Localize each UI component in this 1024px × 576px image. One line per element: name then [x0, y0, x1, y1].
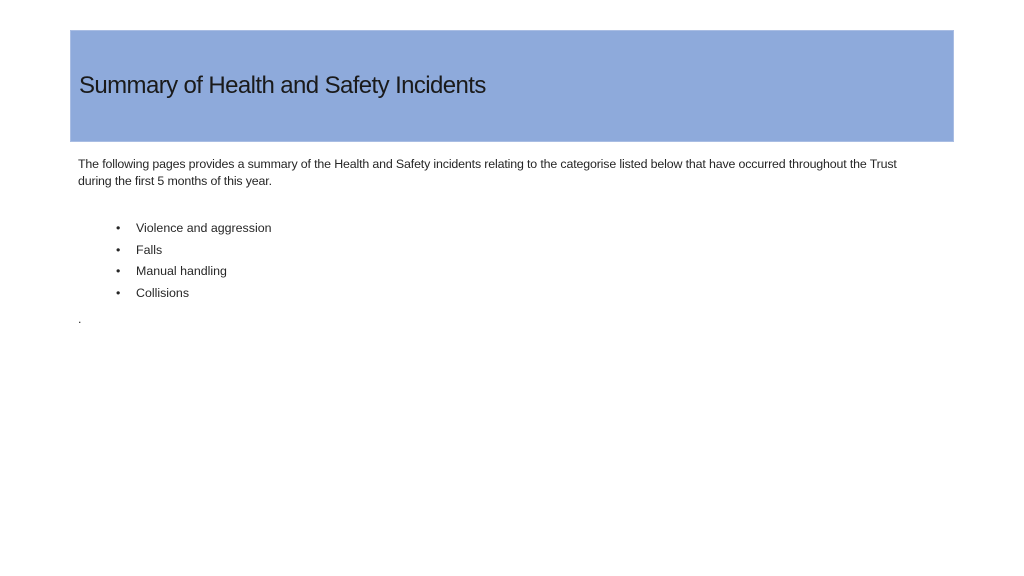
trailing-text: .	[78, 312, 82, 326]
bullet-glyph: •	[116, 221, 121, 235]
bullet-glyph: •	[116, 242, 121, 257]
bullet-glyph: •	[116, 285, 121, 300]
list-item-label: Collisions	[136, 285, 190, 300]
list-item	[116, 242, 271, 264]
category-list	[116, 220, 271, 306]
list-item	[116, 285, 271, 307]
list-item-label: Falls	[136, 242, 163, 257]
list-item	[116, 263, 271, 285]
intro-paragraph: The following pages provides a summary of the Health and Safety incidents relating to the categorise listed below that have occurred throughout the Trust during the first 5 months of this year.	[78, 157, 897, 188]
slide-title: Summary of Health and Safety Incidents	[79, 72, 486, 99]
title-banner	[70, 30, 954, 142]
list-item-label: Violence and aggression	[136, 221, 272, 235]
list-item-label: Manual handling	[136, 264, 227, 278]
list-item	[116, 220, 271, 242]
bullet-glyph: •	[116, 264, 121, 278]
